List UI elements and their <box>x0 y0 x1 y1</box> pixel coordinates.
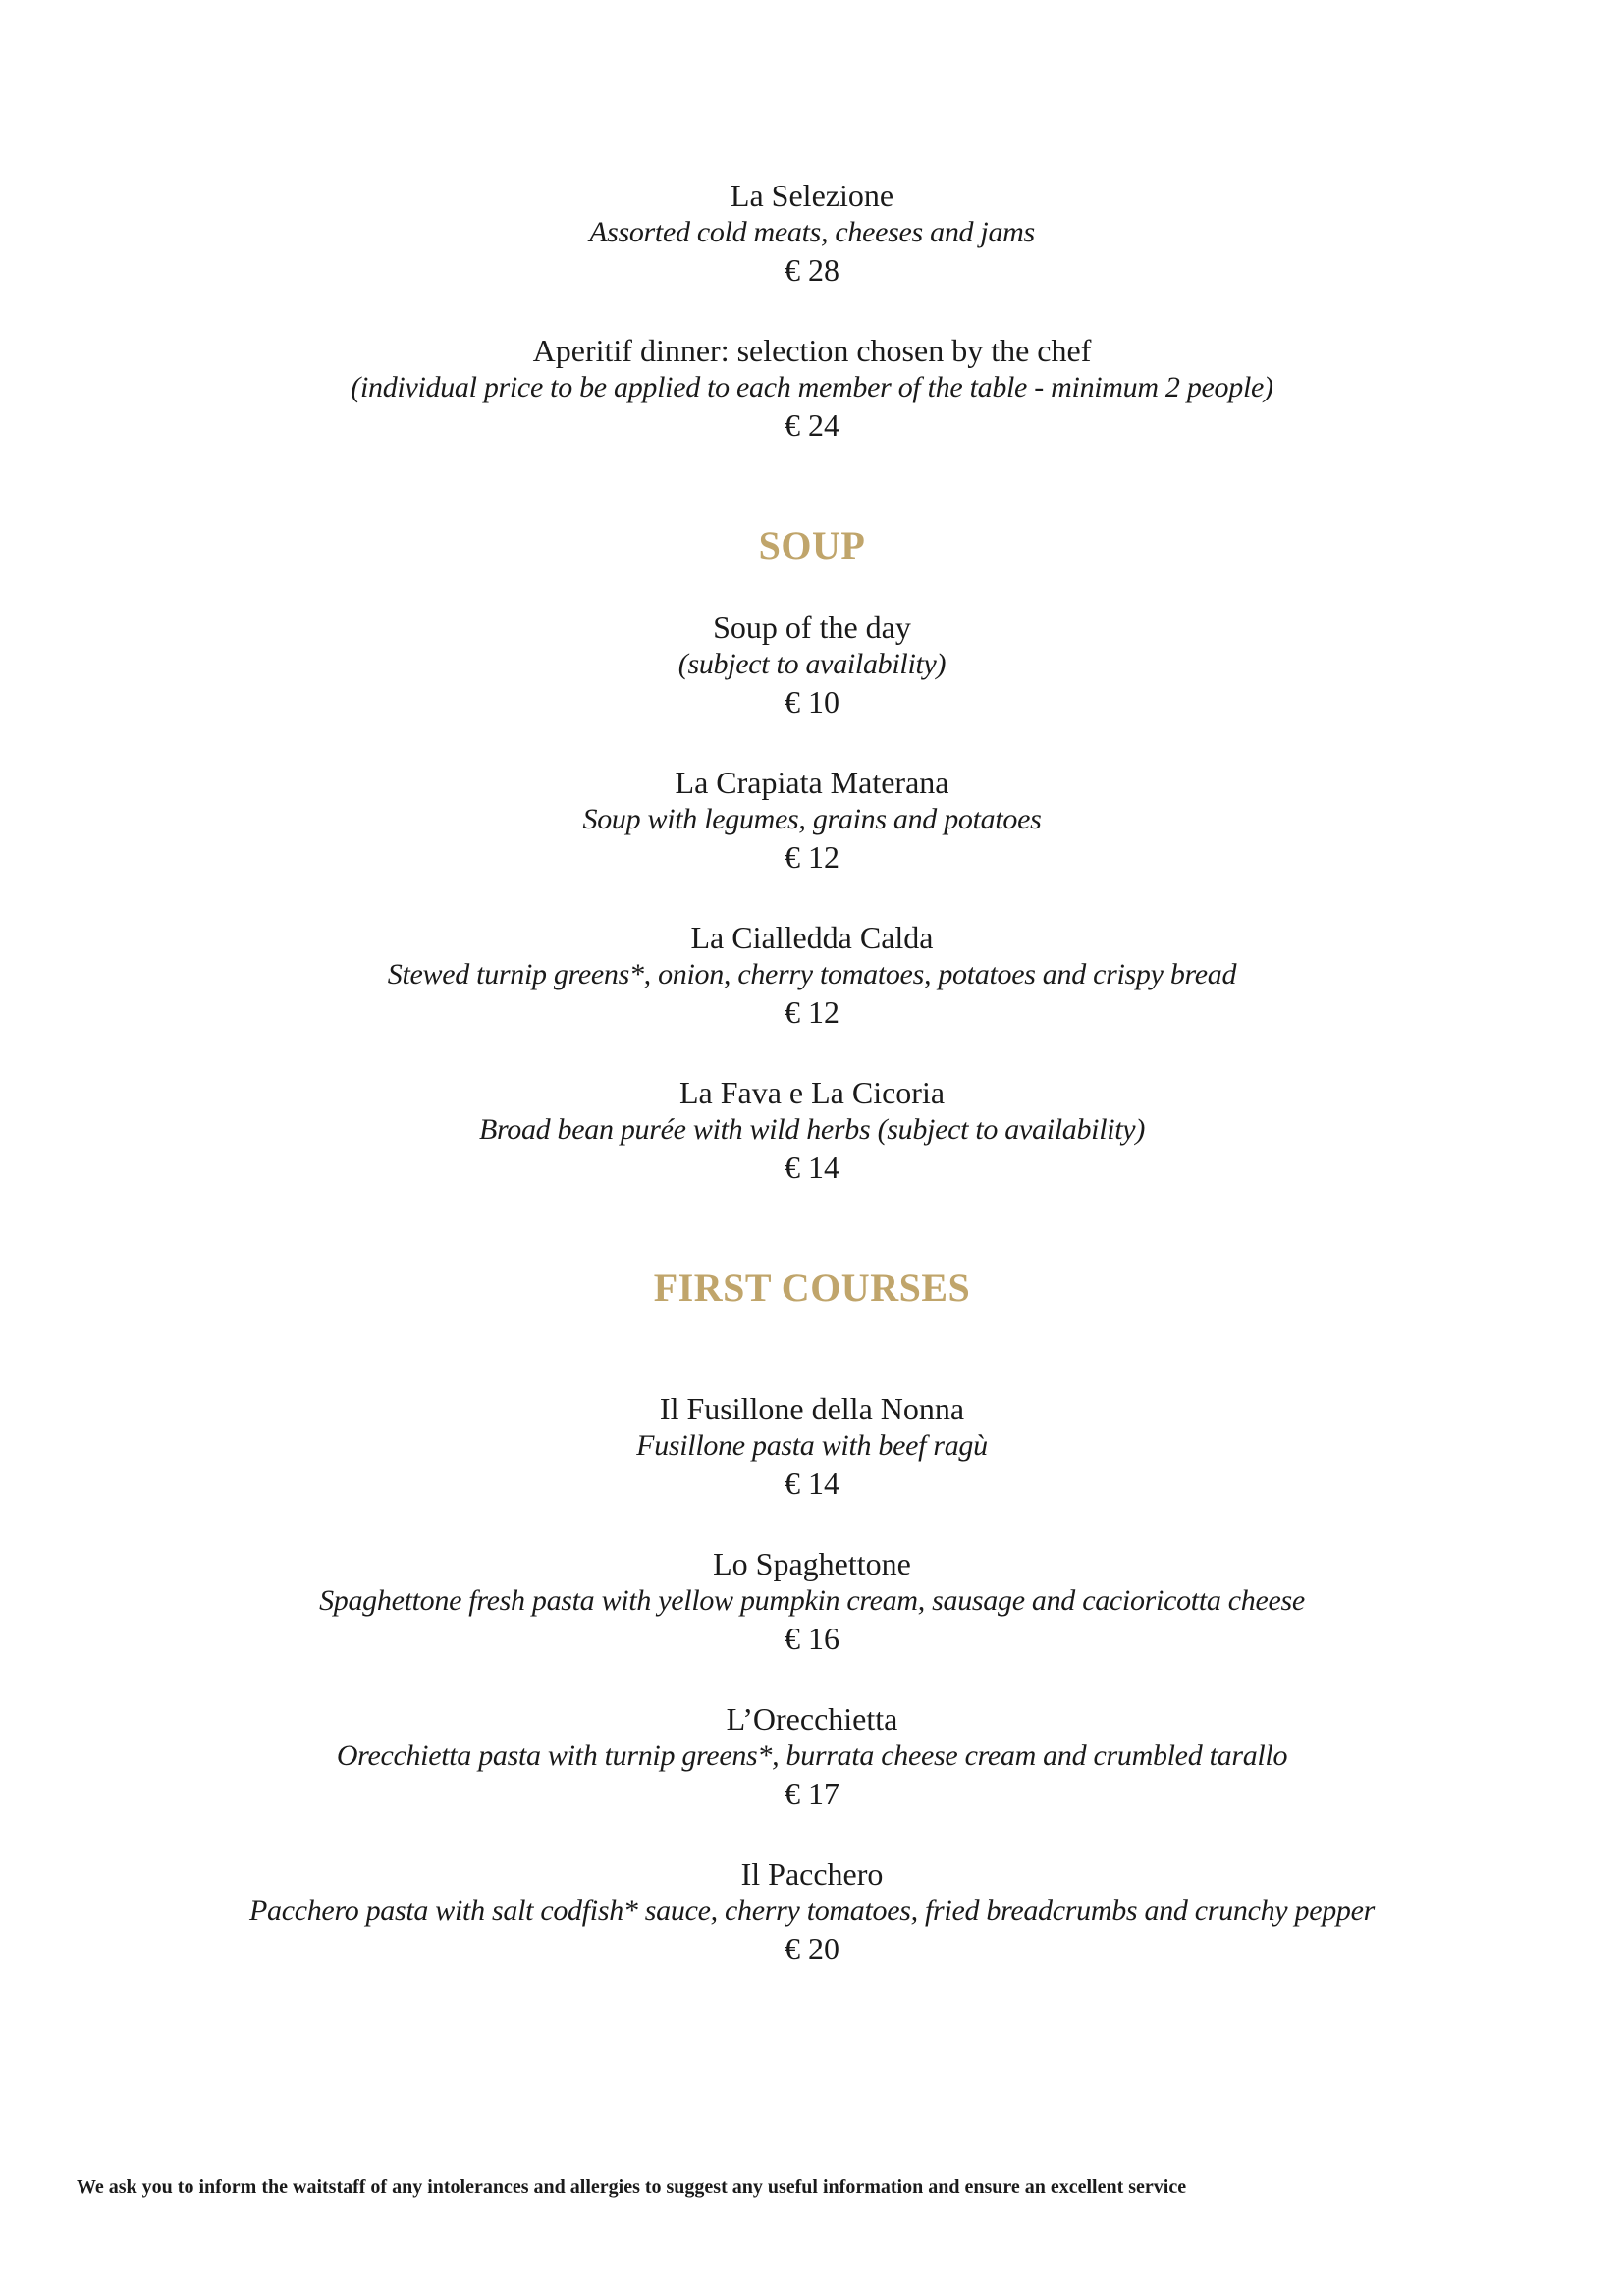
menu-item-la-fava-e-la-cicoria <box>0 1074 1624 1186</box>
section-heading-soup: SOUP <box>758 523 866 567</box>
menu-item-description: Broad bean purée with wild herbs (subject to availability) <box>478 1113 1146 1146</box>
menu-item-price: € 28 <box>785 252 839 288</box>
menu-item-price: € 24 <box>785 407 839 443</box>
menu-item-la-selezione <box>0 177 1624 289</box>
menu-item-name: La Fava e La Cicoria <box>678 1075 946 1110</box>
menu-item-name: La Cialledda Calda <box>690 920 934 955</box>
menu-item-name: Aperitif dinner: selection chosen by the chef <box>532 333 1092 368</box>
menu-item-il-pacchero <box>0 1855 1624 1967</box>
menu-item-name: Il Fusillone della Nonna <box>659 1391 965 1426</box>
menu-item-description: (subject to availability) <box>677 648 947 680</box>
menu-item-soup-of-the-day <box>0 609 1624 721</box>
menu-item-price: € 12 <box>785 839 839 875</box>
menu-item-price: € 12 <box>785 994 839 1030</box>
menu-item-aperitif-dinner <box>0 332 1624 444</box>
menu-item-price: € 16 <box>785 1621 839 1656</box>
allergy-notice: We ask you to inform the waitstaff of any intolerances and allergies to suggest any useful information and ensure an excellent service <box>77 2176 1187 2198</box>
menu-item-description: Assorted cold meats, cheeses and jams <box>589 216 1035 248</box>
menu-item-price: € 14 <box>785 1149 839 1185</box>
menu-item-description: Soup with legumes, grains and potatoes <box>582 803 1042 835</box>
menu-item-description: (individual price to be applied to each member of the table - minimum 2 people) <box>351 371 1273 403</box>
menu-item-name: La Crapiata Materana <box>675 765 949 800</box>
menu-item-description: Stewed turnip greens*, onion, cherry tomatoes, potatoes and crispy bread <box>387 958 1237 990</box>
section-heading-first-courses: FIRST COURSES <box>653 1265 971 1309</box>
menu-item-price: € 14 <box>785 1466 839 1501</box>
menu-item-lo-spaghettone <box>0 1545 1624 1657</box>
menu-item-il-fusillone-della-nonna <box>0 1390 1624 1502</box>
menu-item-l-orecchietta <box>0 1700 1624 1812</box>
menu-item-name: La Selezione <box>730 178 894 213</box>
menu-item-la-crapiata-materana <box>0 764 1624 876</box>
menu-item-name: L’Orecchietta <box>726 1701 898 1736</box>
menu-item-price: € 17 <box>785 1776 839 1811</box>
menu-item-name: Lo Spaghettone <box>713 1546 911 1581</box>
menu-item-description: Spaghettone fresh pasta with yellow pumpkin cream, sausage and cacioricotta cheese <box>319 1584 1305 1617</box>
menu-item-la-cialledda-calda <box>0 919 1624 1031</box>
menu-item-name: Il Pacchero <box>740 1856 884 1892</box>
menu-item-price: € 10 <box>785 684 839 720</box>
menu-item-price: € 20 <box>785 1931 839 1966</box>
menu-item-description: Orecchietta pasta with turnip greens*, burrata cheese cream and crumbled tarallo <box>336 1739 1288 1772</box>
menu-item-description: Fusillone pasta with beef ragù <box>636 1429 988 1462</box>
menu-item-name: Soup of the day <box>713 610 911 645</box>
menu-item-description: Pacchero pasta with salt codfish* sauce, cherry tomatoes, fried breadcrumbs and crunchy pepper <box>248 1895 1376 1927</box>
